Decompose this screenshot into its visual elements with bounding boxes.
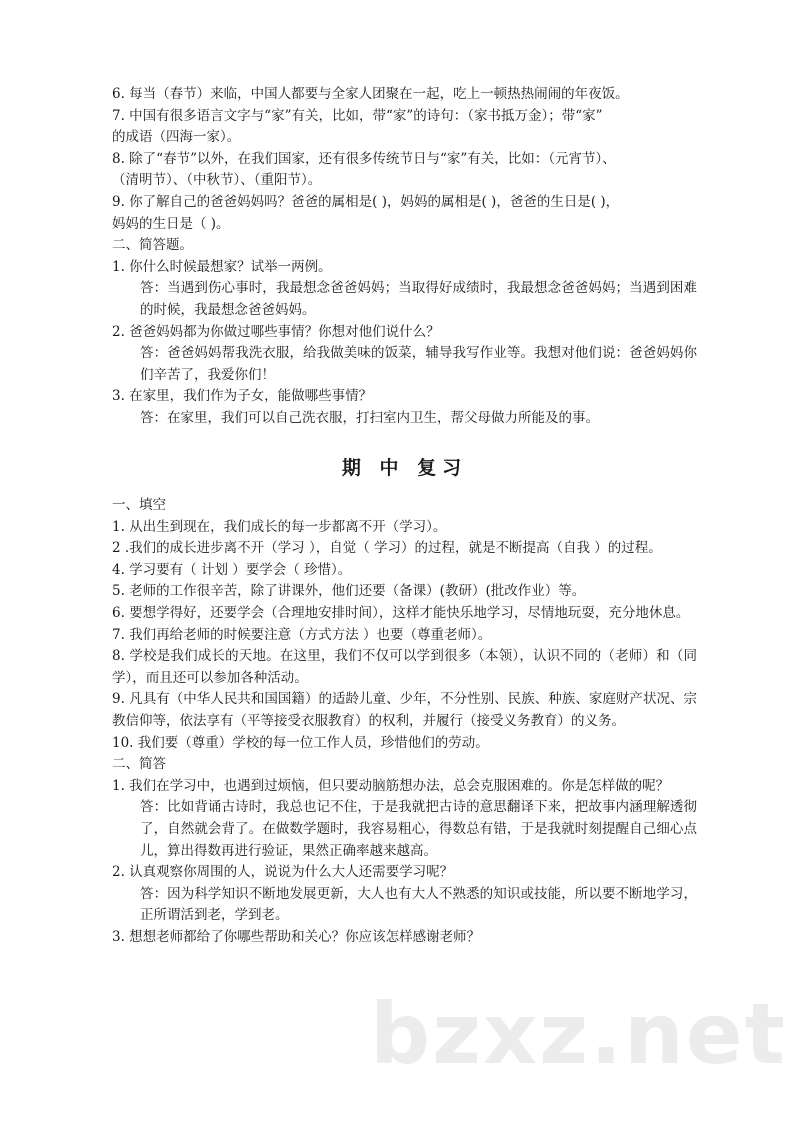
midterm-qa-3 xyxy=(112,927,697,949)
fill-item-6: 6. 每当（春节）来临，中国人都要与全家人团聚在一起，吃上一顿热热闹闹的年夜饭。 xyxy=(112,86,629,102)
question: 2. 爸爸妈妈都为你做过哪些事情？你想对他们说什么？ xyxy=(112,323,440,340)
qa-block-1 xyxy=(112,257,697,322)
midterm-qa-2 xyxy=(112,862,697,927)
question: 1. 我们在学习中，也遇到过烦恼，但只要动脑筋想办法，总会克服困难的。你是怎样做的呢？ xyxy=(112,777,670,794)
fill-item: 2 .我们的成长进步离不开（学习 ），自觉（ 学习）的过程，就是不断提高（自我 ）的过程。 xyxy=(112,540,662,557)
fill-item-8-cont: （清明节）、（中秋节）、（重阳节）。 xyxy=(112,172,322,189)
fill-item: 4. 学习要有（ 计划 ）要学会（ 珍惜）。 xyxy=(112,561,352,578)
spacer xyxy=(112,430,697,450)
fill-item-9: 9. 你了解自己的爸爸妈妈吗？爸爸的属相是( )，妈妈的属相是( )，爸爸的生日是( )， xyxy=(112,193,620,210)
fill-item: 10. 我们要（尊重）学校的每一位工作人员，珍惜他们的劳动。 xyxy=(112,734,489,751)
page-title: 期 中 复习 xyxy=(341,456,468,479)
answer: 答：当遇到伤心事时，我最想念爸爸妈妈；当取得好成绩时，我最想念爸爸妈妈；当遇到困难的时候，我最想念爸爸妈妈。 xyxy=(140,280,697,318)
section-heading-short: 二、简答 xyxy=(112,756,166,773)
document-body xyxy=(112,84,697,949)
question: 3. 想想老师都给了你哪些帮助和关心？你应该怎样感谢老师？ xyxy=(112,928,481,945)
fill-item: 1. 从出生到现在，我们成长的每一步都离不开（学习）。 xyxy=(112,518,447,535)
fill-item-7-cont: 的成语（四海一家）。 xyxy=(112,129,241,146)
fill-item-9-cont: 妈妈的生日是（ )。 xyxy=(112,215,230,232)
fill-item: 5. 老师的工作很辛苦，除了讲课外，他们还要（备课）(教研）(批改作业）等。 xyxy=(112,583,586,600)
top-fill-items xyxy=(112,84,697,235)
fill-item: 8. 学校是我们成长的天地。在这里，我们不仅可以学到很多（本领），认识不同的（老师）和（同学），而且还可以参加各种活动。 xyxy=(112,648,697,686)
qa-block-3 xyxy=(112,386,697,429)
question: 2. 认真观察你周围的人，说说为什么大人还需要学习呢？ xyxy=(112,864,454,881)
question: 3. 在家里，我们作为子女，能做哪些事情？ xyxy=(112,388,373,405)
midterm-fill-items xyxy=(112,517,697,755)
fill-item-7: 7. 中国有很多语言文字与“家”有关，比如，带“家”的诗句：（家书抵万金）；带“家” xyxy=(112,107,603,124)
fill-item: 9. 凡具有（中华人民共和国国籍）的适龄儿童、少年，不分性别、民族、种族、家庭财产状况、宗教信仰等，依法享有（平等接受衣服教育）的权利，并履行（接受义务教育）的义务。 xyxy=(112,691,697,730)
answer: 答：在家里，我们可以自己洗衣服，打扫室内卫生，帮父母做力所能及的事。 xyxy=(140,409,599,426)
fill-item-8: 8. 除了“春节”以外，在我们国家，还有很多传统节日与“家”有关，比如：（元宵节）、 xyxy=(112,150,616,167)
question: 1. 你什么时候最想家？试举一两例。 xyxy=(112,258,332,275)
midterm-qa-1 xyxy=(112,776,697,862)
answer: 答：因为科学知识不断地发展更新，大人也有大人不熟悉的知识或技能，所以要不断地学习，正所谓活到老，学到老。 xyxy=(140,885,697,924)
watermark: bzxz.net xyxy=(370,985,787,1083)
fill-item: 6. 要想学得好，还要学会（合理地安排时间），这样才能快乐地学习，尽情地玩耍，充分地休息。 xyxy=(112,605,690,622)
answer: 答：比如背诵古诗时，我总也记不住，于是我就把古诗的意思翻译下来，把故事内涵理解透彻了，自然就会背了。在做数学题时，我容易粗心，得数总有错，于是我就时刻提醒自己细心点儿，算出得数再进行验证，果然正确率越来越高。 xyxy=(140,799,697,859)
qa-block-2 xyxy=(112,322,697,387)
fill-item: 7. 我们再给老师的时候要注意（方式方法 ）也要（尊重老师）。 xyxy=(112,626,492,643)
answer: 答：爸爸妈妈帮我洗衣服，给我做美味的饭菜，辅导我写作业等。我想对他们说：爸爸妈妈你们辛苦了，我爱你们！ xyxy=(140,345,697,383)
section-heading-short-answer: 二、简答题。 xyxy=(112,237,193,254)
section-heading-fill: 一、填空 xyxy=(112,497,166,514)
